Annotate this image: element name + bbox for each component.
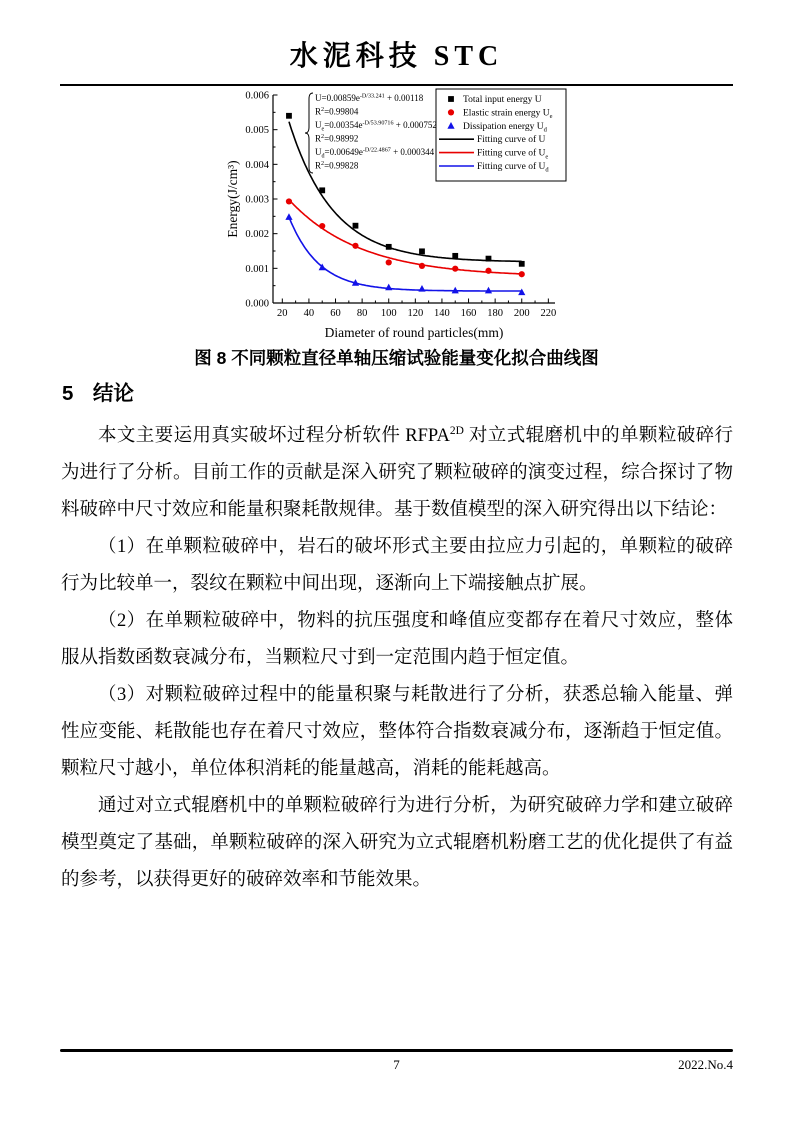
figure-8	[224, 88, 584, 351]
svg-text:20: 20	[277, 308, 288, 319]
svg-text:220: 220	[540, 308, 557, 319]
journal-title: 水泥科技 STC	[289, 41, 504, 72]
svg-text:0.000: 0.000	[245, 298, 269, 310]
issue-label: 2022.No.4	[678, 1057, 733, 1072]
paragraph-conclusion-1: （1）在单颗粒破碎中，岩石的破坏形式主要由拉应力引起的，单颗粒的破碎行为比较单一，裂纹在颗粒中间出现，逐渐向上下端接触点扩展。	[61, 537, 733, 595]
svg-text:0.003: 0.003	[245, 194, 269, 206]
svg-text:Total input energy U: Total input energy U	[463, 95, 542, 105]
svg-text:0.006: 0.006	[245, 90, 269, 102]
svg-text:U=0.00859e-D/33.241 + 0.00118: $U=0.00859e^{-D/33.241} + 0.00118$	[315, 93, 424, 103]
section-title: 结论	[92, 382, 134, 405]
rfpa-superscript: 2D	[449, 425, 464, 437]
svg-text:0.002: 0.002	[245, 229, 269, 241]
svg-text:Ud=0.00649e-D/22.4867 + 0.0003: $U_d=0.00649e^{-D/22.4867} + 0.000344$	[315, 147, 435, 160]
svg-text:0.001: 0.001	[245, 263, 269, 275]
svg-text:Ue=0.00354e-D/53.90716 + 0.000: $U_e=0.00354e^{-D/53.90716} + 0.000752$	[315, 120, 437, 133]
svg-text:140: 140	[434, 308, 450, 319]
svg-text:Elastic strain energy Ue: Elastic strain energy $U_e$	[463, 108, 553, 121]
figure-caption: 图 8 不同颗粒直径单轴压缩试验能量变化拟合曲线图	[194, 348, 599, 368]
svg-text:Diameter of round particles(mm: Diameter of round particles(mm)	[324, 325, 504, 340]
svg-text:Dissipation energy Ud: Dissipation energy $U_d$	[463, 121, 547, 134]
intro-text-pre: 本文主要运用真实破坏过程分析软件 RFPA	[98, 426, 450, 447]
svg-text:Fitting curve of U: Fitting curve of U	[477, 135, 546, 146]
svg-text:200: 200	[513, 308, 530, 319]
svg-text:R2=0.99828: $R^2=0.99828$	[315, 160, 359, 171]
legend	[436, 89, 566, 181]
svg-text:60: 60	[330, 308, 341, 319]
fit-equations	[305, 93, 437, 173]
svg-text:0.004: 0.004	[245, 159, 269, 171]
section-number: 5	[62, 382, 74, 405]
energy-diameter-chart	[224, 88, 584, 346]
svg-text:80: 80	[356, 308, 368, 319]
body-text	[61, 413, 733, 899]
header-divider	[60, 84, 733, 86]
svg-text:120: 120	[407, 308, 424, 319]
svg-text:40: 40	[303, 308, 315, 319]
svg-text:R2=0.98992: $R^2=0.98992$	[315, 133, 359, 144]
svg-text:160: 160	[460, 308, 477, 319]
section-heading	[62, 376, 134, 406]
intro-text-post: 对立式辊磨机中的单颗粒破碎行为进行了分析。目前工作的贡献是深入研究了颗粒破碎的演变过程，综合探讨了物料破碎中尺寸效应和能量积聚耗散规律。基于数值模型的深入研究得出以下结论：	[61, 426, 733, 521]
svg-text:Energy(J/cm³): Energy(J/cm³)	[225, 160, 240, 238]
svg-text:Fitting curve of Ud: Fitting curve of $U_d$	[477, 162, 549, 174]
svg-text:Fitting curve of Ue: Fitting curve of $U_e$	[477, 148, 549, 161]
svg-text:180: 180	[487, 308, 504, 319]
page-number: 7	[393, 1057, 400, 1072]
paragraph-closing: 通过对立式辊磨机中的单颗粒破碎行为进行分析，为研究破碎力学和建立破碎模型奠定了基础，单颗粒破碎的深入研究为立式辊磨机粉磨工艺的优化提供了有益的参考，以获得更好的破碎效率和节能效果。	[61, 796, 733, 891]
svg-text:R2=0.99804: $R^2=0.99804$	[315, 106, 359, 117]
paragraph-conclusion-2: （2）在单颗粒破碎中，物料的抗压强度和峰值应变都存在着尺寸效应，整体服从指数函数衰减分布，当颗粒尺寸到一定范围内趋于恒定值。	[61, 611, 733, 669]
svg-text:0.005: 0.005	[245, 125, 269, 137]
footer-divider	[60, 1049, 733, 1052]
paragraph-conclusion-3: （3）对颗粒破碎过程中的能量积聚与耗散进行了分析，获悉总输入能量、弹性应变能、耗散能也存在着尺寸效应，整体符合指数衰减分布，逐渐趋于恒定值。颗粒尺寸越小，单位体积消耗的能量越高，消耗的能耗越高。	[61, 685, 733, 780]
paragraph-intro	[61, 413, 733, 529]
svg-text:100: 100	[380, 308, 397, 319]
